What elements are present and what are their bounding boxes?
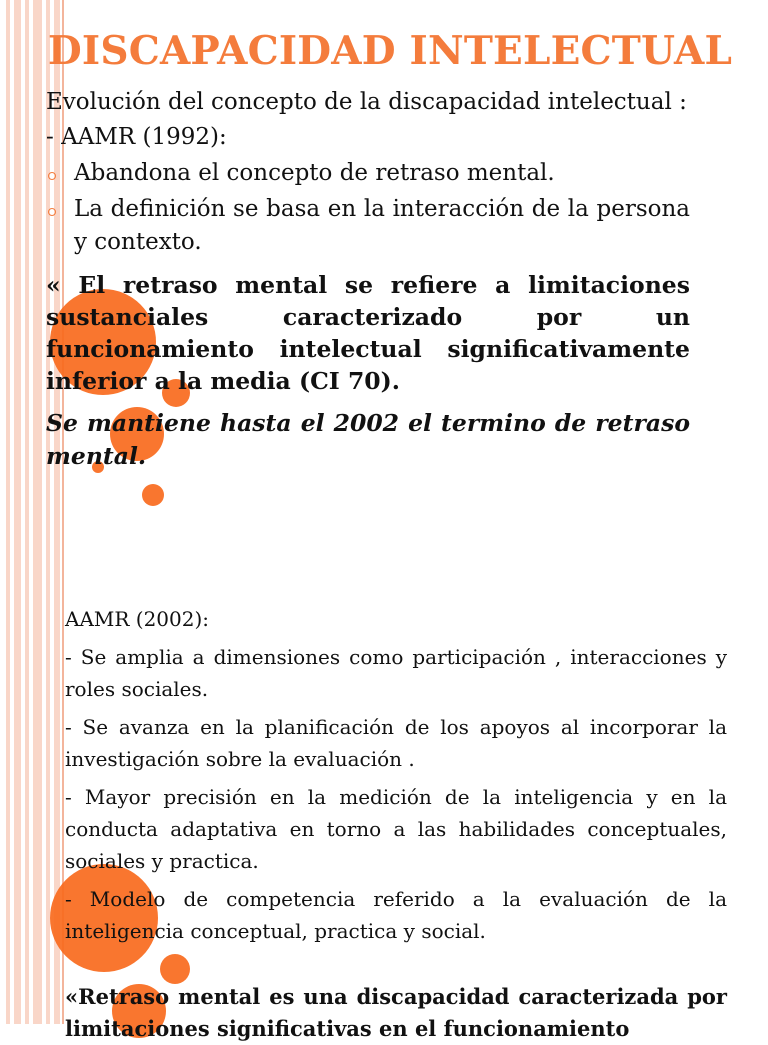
aamr-1992-heading: - AAMR (1992):: [46, 124, 227, 150]
list-item: - Modelo de competencia referido a la evaluación de la inteligencia conceptual, practica y social.: [65, 887, 727, 943]
list-item: - Se avanza en la planificación de los apoyos al incorporar la investigación sobre la evaluación .: [65, 715, 727, 771]
slide-title: DISCAPACIDAD INTELECTUAL: [47, 28, 733, 74]
list-item: - Se amplia a dimensiones como participación , interacciones y roles sociales.: [65, 645, 727, 701]
definition-quote-2002: «Retraso mental es una discapacidad caracterizada por limitaciones significativas en el funcionamiento: [65, 984, 727, 1041]
bullet-text: Abandona el concepto de retraso mental.: [74, 160, 555, 186]
aamr-2002-heading: AAMR (2002):: [65, 607, 210, 631]
intro-paragraph: Evolución del concepto de la discapacidad intelectual :: [46, 89, 687, 115]
list-item: - Mayor precisión en la medición de la inteligencia y en la conducta adaptativa en torno a las habilidades conceptuales, sociales y practica.: [65, 785, 727, 873]
bullet-list: [46, 157, 690, 259]
term-note: Se mantiene hasta el 2002 el termino de retraso mental.: [46, 409, 690, 470]
bullet-item: [46, 193, 690, 259]
circle-bullet-icon: [48, 208, 56, 216]
section-aamr-2002: [65, 603, 727, 1045]
bullet-text: La definición se basa en la interacción de la persona y contexto.: [74, 196, 690, 255]
circle-bullet-icon: [48, 172, 56, 180]
decorative-circle: [142, 484, 164, 506]
definition-quote-1992: « El retraso mental se refiere a limitaciones sustanciales caracterizado por un funcionamiento intelectual significativamente inferior a la media (CI 70).: [46, 271, 690, 395]
bullet-item: [46, 157, 690, 190]
section-aamr-1992: [46, 86, 690, 473]
